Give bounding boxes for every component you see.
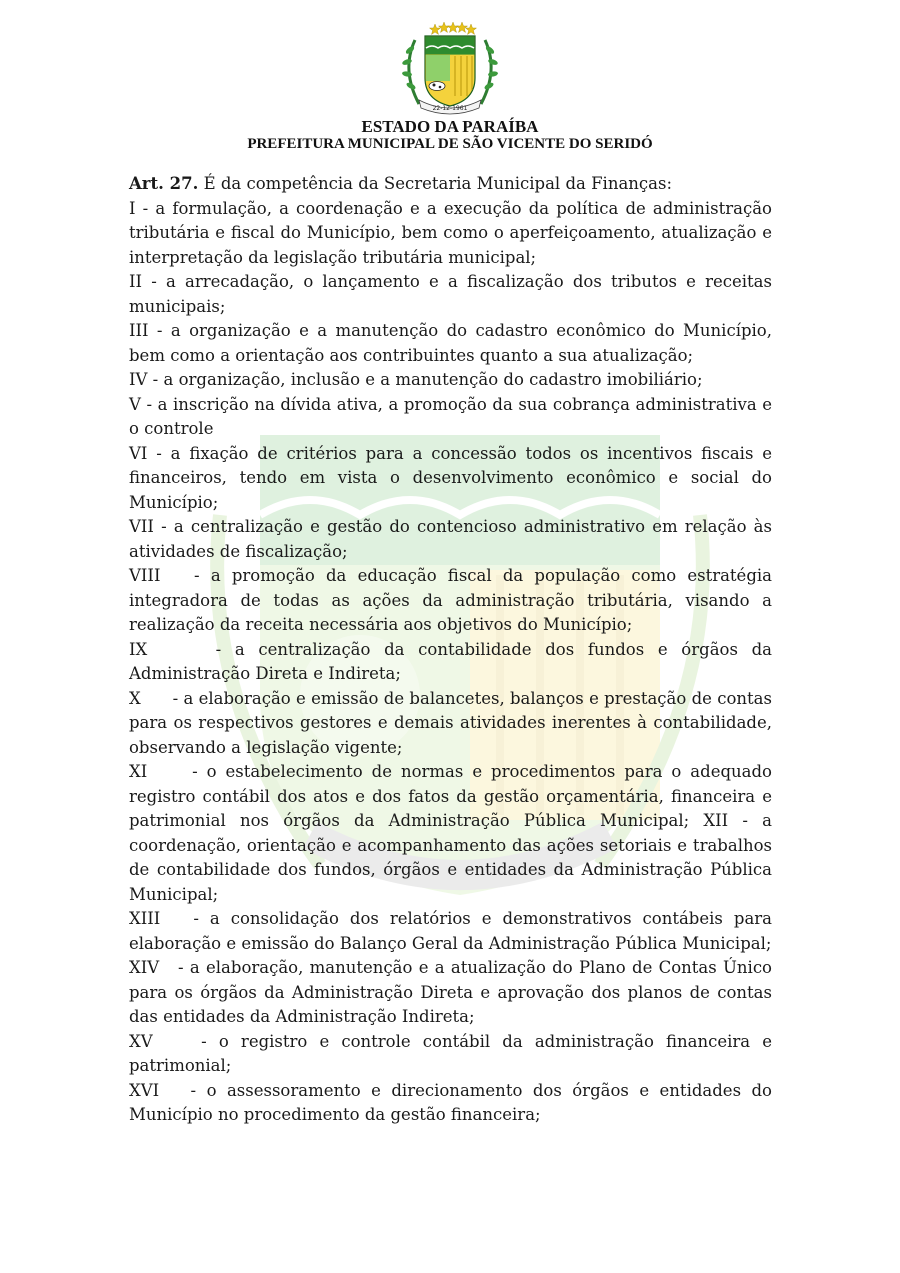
article-item [129,564,772,638]
article-item [129,319,772,368]
item-separator: - [140,394,158,414]
item-roman-numeral: II [129,272,143,291]
item-text: a fixação de critérios para a concessão todos os incentivos fiscais e financeiros, tendo em vista o desenvolvimento econômico e social do Município; [129,443,772,512]
item-text: a promoção da educação fiscal da população como estratégia integradora de todas as ações da administração tributária, visando a realização da receita necessária aos objetivos do Município; [129,566,773,634]
item-text: a centralização da contabilidade dos fundos e órgãos da Administração Direta e Indireta; [129,639,772,683]
item-separator: - [147,639,235,659]
item-roman-numeral: XVI [129,1080,160,1100]
article-item [129,515,772,564]
article-item [129,1030,772,1079]
item-text: a centralização e gestão do contencioso administrativo em relação às atividades de fiscalização; [129,517,772,561]
article-item [129,907,772,956]
item-text: a arrecadação, o lançamento e a fiscalização dos tributos e receitas municipais; [129,272,772,316]
article-item [129,956,772,1030]
article-item [129,368,772,393]
item-separator: - [147,762,207,781]
item-roman-numeral: XI [129,762,148,781]
item-roman-numeral: VIII [129,566,161,585]
item-roman-numeral: V [129,394,141,414]
article-item [129,442,772,516]
item-separator: - [159,958,190,977]
item-roman-numeral: IX [129,639,148,659]
item-text: o estabelecimento de normas e procedimentos para o adequado registro contábil dos atos e dos fatos da gestão orçamentária, financeira e patrimonial nos órgãos da Administração Pública Municipal; XII - a coordenação, orientação e acompanhamento das ações setoriais e trabalhos de contabilidade dos fundos, órgãos e entidades da Administração Pública Municipal; [129,762,772,904]
article-item [129,687,772,761]
item-roman-numeral: III [129,321,149,340]
article-intro: É da competência da Secretaria Municipal da Finanças: [203,174,673,193]
crest-date: 22-12-1961 [432,105,468,112]
item-roman-numeral: XV [129,1031,153,1051]
item-text: a organização e a manutenção do cadastro econômico do Município, bem como a orientação aos contribuintes quanto a sua atualização; [129,321,772,365]
item-roman-numeral: VI [129,443,148,463]
item-roman-numeral: XIII [129,909,161,928]
article-item [129,270,772,319]
item-roman-numeral: VII [129,517,154,536]
item-text: o registro e controle contábil da administração financeira e patrimonial; [129,1031,772,1075]
item-separator: - [140,688,184,708]
item-separator: - [147,443,171,463]
item-separator: - [160,566,211,585]
item-roman-numeral: XIV [129,958,160,977]
item-text: o assessoramento e direcionamento dos órgãos e entidades do Município no procedimento da gestão financeira; [129,1080,772,1124]
article-number: Art. 27. [129,174,199,193]
item-separator: - [159,1080,207,1100]
item-separator: - [152,1031,219,1051]
item-separator: - [153,517,174,536]
municipal-crest-icon [397,20,503,116]
article-items [129,197,772,1128]
municipality-title: PREFEITURA MUNICIPAL DE SÃO VICENTE DO SERIDÓ [247,136,653,152]
article-item [129,393,772,442]
article-item [129,1079,772,1128]
item-roman-numeral: IV [129,370,148,389]
item-text: a elaboração, manutenção e a atualização do Plano de Contas Único para os órgãos da Administração Direta e aprovação dos planos de contas das entidades da Administração Indireta; [129,958,772,1026]
article-heading [129,172,772,197]
item-separator: - [142,272,166,291]
article-item [129,197,772,271]
item-roman-numeral: X [129,688,141,708]
item-separator: - [147,370,164,389]
state-title: ESTADO DA PARAÍBA [361,117,539,136]
item-text: a organização, inclusão e a manutenção do cadastro imobiliário; [163,370,703,389]
item-separator: - [135,198,156,218]
item-text: a formulação, a coordenação e a execução da política de administração tributária e fiscal do Município, bem como o aperfeiçoamento, atualização e interpretação da legislação tributária municipal; [129,198,772,267]
article-item [129,760,772,907]
item-text: a elaboração e emissão de balancetes, balanços e prestação de contas para os respectivos gestores e demais atividades inerentes à contabilidade, observando a legislação vigente; [129,688,772,757]
item-separator: - [148,321,171,340]
item-text: a inscrição na dívida ativa, a promoção da sua cobrança administrativa e o controle [129,394,772,438]
item-separator: - [160,909,210,928]
article-body [129,172,772,1128]
item-text: a consolidação dos relatórios e demonstrativos contábeis para elaboração e emissão do Balanço Geral da Administração Pública Municipal; [129,909,773,953]
article-item [129,638,772,687]
item-roman-numeral: I [129,198,136,218]
